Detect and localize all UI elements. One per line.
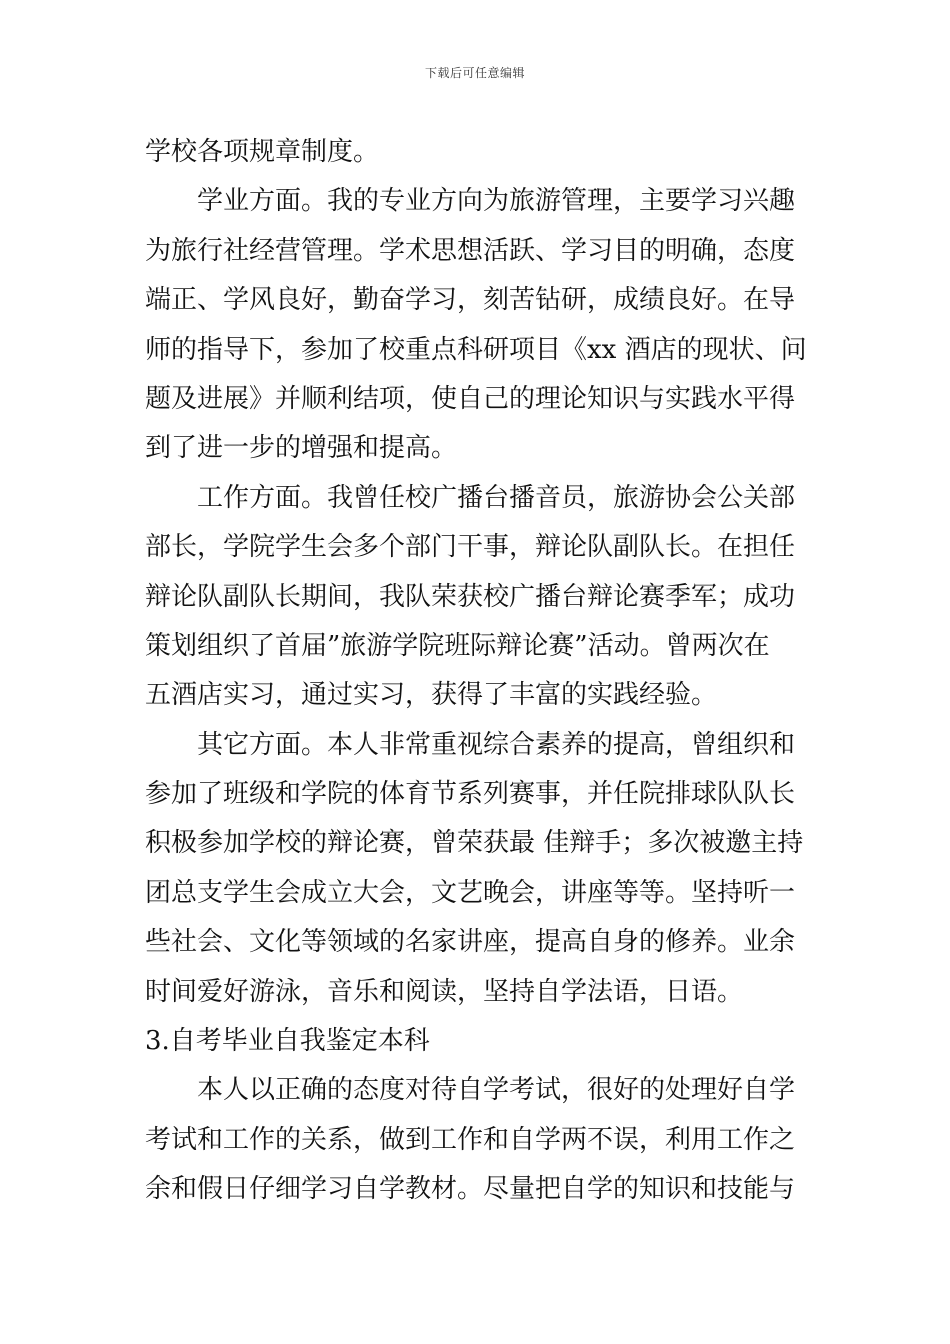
text-line: 师的指导下，参加了校重点科研项目《xx 酒店的现状、问 <box>145 334 807 365</box>
text-line: 为旅行社经营管理。学术思想活跃、学习目的明确，态度 <box>145 235 796 266</box>
text-line: 时间爱好游泳，音乐和阅读，坚持自学法语，日语。 <box>145 976 744 1007</box>
paragraph-start-line: 工作方面。我曾任校广播台播音员，旅游协会公关部 <box>197 482 796 513</box>
text-line: 积极参加学校的辩论赛，曾荣获最 佳辩手；多次被邀主持 <box>145 828 804 859</box>
text-line: 部长，学院学生会多个部门干事，辩论队副队长。在担任 <box>145 532 796 563</box>
paragraph-start-line: 学业方面。我的专业方向为旅游管理，主要学习兴趣 <box>197 186 796 217</box>
text-line: 辩论队副队长期间，我队荣获校广播台辩论赛季军；成功 <box>145 581 796 612</box>
section-heading: 3.自考毕业自我鉴定本科 <box>145 1026 430 1057</box>
paragraph-start-line: 本人以正确的态度对待自学考试，很好的处理好自学 <box>197 1075 796 1106</box>
paragraph-start-line: 其它方面。本人非常重视综合素养的提高，曾组织和 <box>197 729 796 760</box>
text-line: 题及进展》并顺利结项，使自己的理论知识与实践水平得 <box>145 383 796 414</box>
text-line: 考试和工作的关系，做到工作和自学两不误，利用工作之 <box>145 1124 796 1155</box>
text-line: 团总支学生会成立大会，文艺晚会，讲座等等。坚持听一 <box>145 877 796 908</box>
document-body <box>145 128 810 1215</box>
text-line: 策划组织了首届”旅游学院班际辩论赛”活动。曾两次在 <box>145 630 770 661</box>
text-line: 五酒店实习，通过实习，获得了丰富的实践经验。 <box>145 680 718 711</box>
text-line: 端正、学风良好，勤奋学习，刻苦钻研，成绩良好。在导 <box>145 285 796 316</box>
text-line: 到了进一步的增强和提高。 <box>145 433 458 464</box>
text-line: 些社会、文化等领域的名家讲座，提高自身的修养。业余 <box>145 927 796 958</box>
text-line: 余和假日仔细学习自学教材。尽量把自学的知识和技能与 <box>145 1174 796 1205</box>
text-line: 学校各项规章制度。 <box>145 137 380 167</box>
page-header: 下载后可任意编辑 <box>424 66 525 80</box>
text-line: 参加了班级和学院的体育节系列赛事，并任院排球队队长 <box>145 779 796 810</box>
